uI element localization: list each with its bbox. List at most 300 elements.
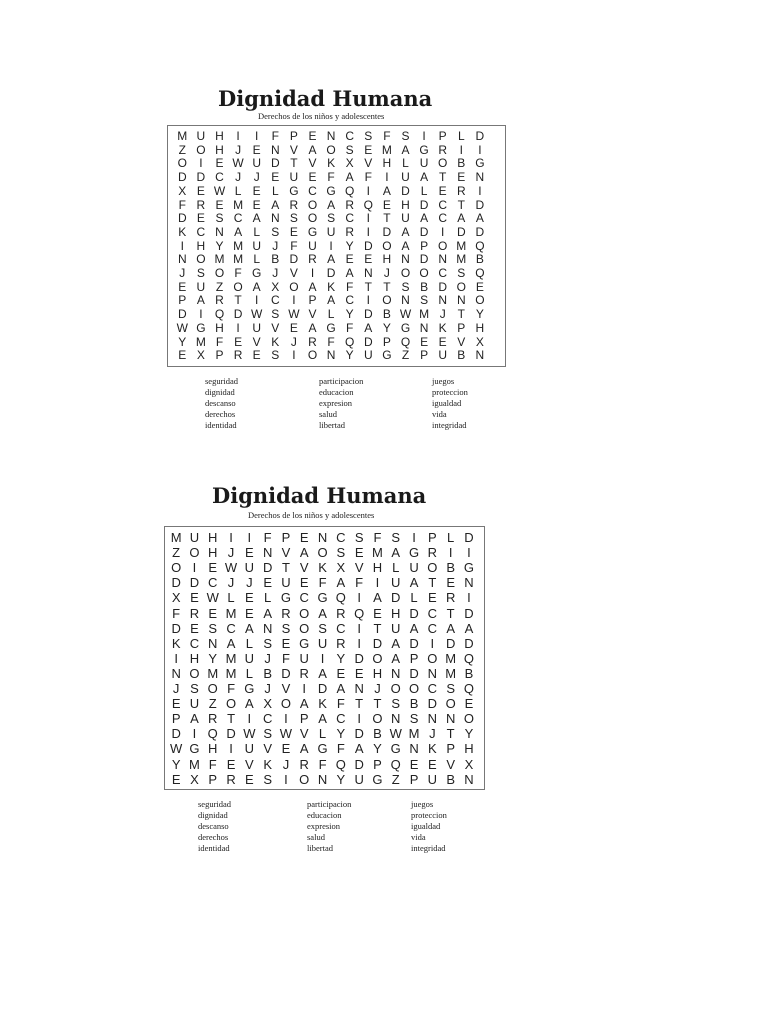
grid-letter: T <box>290 156 298 171</box>
grid-letter: F <box>383 129 391 143</box>
grid-letter: I <box>199 156 203 171</box>
grid-letter: E <box>345 252 354 267</box>
grid-letter: C <box>438 211 448 226</box>
grid-letter: K <box>327 156 336 171</box>
grid-letter: Q <box>214 307 225 322</box>
grid-letter: N <box>208 635 218 651</box>
grid-letter: W <box>243 726 256 742</box>
grid-letter: S <box>289 211 298 226</box>
grid-row <box>173 349 489 363</box>
grid-letter: P <box>420 238 429 253</box>
grid-letter: Y <box>373 741 382 757</box>
grid-letter: L <box>392 560 400 576</box>
grid-letter: I <box>375 575 380 591</box>
grid-letter: T <box>428 575 437 591</box>
grid-letter: X <box>464 756 474 772</box>
word-list-item: igualdad <box>432 398 462 408</box>
grid-row <box>167 757 478 772</box>
grid-letter: H <box>382 156 392 171</box>
grid-letter: J <box>429 726 436 742</box>
grid-letter: H <box>196 238 206 253</box>
grid-row <box>173 185 489 199</box>
grid-letter: E <box>245 605 254 621</box>
grid-letter: B <box>446 560 455 576</box>
grid-letter: A <box>391 635 401 651</box>
grid-letter: S <box>271 307 280 322</box>
grid-letter: Y <box>215 238 224 253</box>
grid-letter: J <box>272 238 279 253</box>
grid-letter: C <box>345 211 355 226</box>
grid-letter: K <box>271 334 280 349</box>
grid-letter: D <box>464 635 474 651</box>
word-list-item: identidad <box>205 420 237 430</box>
grid-letter: J <box>374 681 381 696</box>
grid-letter: N <box>475 348 485 363</box>
grid-letter: E <box>308 170 317 185</box>
grid-letter: R <box>445 590 456 606</box>
grid-letter: I <box>229 741 233 757</box>
grid-letter: K <box>263 756 272 772</box>
grid-letter: N <box>177 252 187 267</box>
grid-letter: F <box>271 129 279 143</box>
grid-letter: E <box>196 211 205 226</box>
grid-letter: D <box>171 726 181 742</box>
grid-letter: X <box>190 771 199 787</box>
grid-letter: R <box>308 252 317 267</box>
grid-letter: I <box>192 726 197 742</box>
grid-letter: Y <box>178 334 187 349</box>
word-list-item: educacion <box>307 810 342 820</box>
grid-letter: L <box>264 590 272 606</box>
grid-letter: S <box>420 293 429 308</box>
grid-letter: U <box>401 211 410 226</box>
grid-letter: A <box>409 575 419 591</box>
grid-letter: P <box>373 756 382 772</box>
grid-letter: M <box>456 238 467 253</box>
grid-letter: S <box>345 142 354 157</box>
grid-letter: R <box>345 224 355 239</box>
grid-letter: E <box>281 741 291 757</box>
grid-letter: J <box>172 681 180 696</box>
grid-letter: F <box>263 530 272 545</box>
grid-letter: E <box>190 620 199 636</box>
grid-letter: E <box>215 197 224 212</box>
grid-letter: V <box>271 320 280 335</box>
grid-letter: I <box>199 307 203 322</box>
grid-row <box>173 240 489 254</box>
grid-letter: P <box>428 530 437 545</box>
grid-letter: D <box>427 696 438 712</box>
grid-letter: A <box>391 545 401 561</box>
grid-row <box>173 212 489 226</box>
grid-letter: L <box>318 726 327 742</box>
grid-letter: R <box>189 605 200 621</box>
grid-letter: S <box>281 620 291 636</box>
grid-letter: U <box>409 560 419 576</box>
grid-row <box>173 171 489 185</box>
grid-letter: N <box>262 545 273 561</box>
grid-letter: Y <box>336 771 346 787</box>
grid-letter: N <box>464 575 474 591</box>
grid-letter: I <box>255 293 259 308</box>
grid-letter: G <box>372 771 383 787</box>
grid-letter: O <box>317 545 328 561</box>
grid-letter: Z <box>215 279 224 294</box>
grid-letter: O <box>189 665 200 681</box>
grid-letter: F <box>327 334 335 349</box>
grid-letter: B <box>382 307 391 322</box>
grid-letter: G <box>196 320 206 335</box>
grid-letter: I <box>467 545 471 561</box>
grid-letter: L <box>245 665 253 681</box>
grid-letter: B <box>457 348 466 363</box>
grid-letter: F <box>318 575 327 591</box>
grid-letter: D <box>354 726 364 742</box>
grid-letter: N <box>409 741 419 757</box>
grid-letter: S <box>391 530 401 545</box>
grid-letter: S <box>446 681 455 696</box>
grid-letter: A <box>373 590 382 606</box>
grid-letter: F <box>178 197 186 212</box>
grid-letter: R <box>308 334 317 349</box>
grid-letter: O <box>177 156 187 171</box>
grid-letter: I <box>422 129 426 143</box>
grid-letter: V <box>308 307 317 322</box>
grid-row <box>167 621 478 636</box>
grid-letter: Y <box>475 307 484 322</box>
grid-row <box>173 253 489 267</box>
grid-letter: F <box>172 605 181 621</box>
grid-letter: L <box>447 530 455 545</box>
grid-letter: R <box>281 605 291 621</box>
grid-letter: I <box>366 183 370 198</box>
grid-letter: C <box>427 681 438 696</box>
grid-letter: A <box>263 605 272 621</box>
grid-letter: O <box>307 348 318 363</box>
grid-letter: F <box>355 575 364 591</box>
grid-letter: A <box>345 266 354 280</box>
grid-letter: S <box>401 129 410 143</box>
grid-letter: S <box>401 279 410 294</box>
grid-letter: Q <box>400 334 411 349</box>
grid-letter: I <box>174 650 178 666</box>
word-list-item: igualdad <box>411 821 441 831</box>
grid-letter: M <box>189 756 200 772</box>
grid-letter: I <box>412 530 416 545</box>
grid-letter: H <box>208 741 218 757</box>
grid-letter: I <box>329 238 333 253</box>
grid-letter: L <box>327 307 335 322</box>
grid-row <box>167 711 478 726</box>
grid-letter: O <box>326 142 336 157</box>
grid-letter: Q <box>345 183 355 198</box>
grid-letter: I <box>366 224 370 239</box>
grid-letter: P <box>178 293 187 308</box>
grid-letter: I <box>292 348 296 363</box>
grid-letter: K <box>318 560 327 576</box>
grid-letter: A <box>318 605 327 621</box>
grid-letter: U <box>391 575 401 591</box>
grid-row <box>173 308 489 322</box>
grid-letter: T <box>234 293 242 308</box>
grid-letter: E <box>245 545 254 561</box>
word-list-item: educacion <box>319 387 354 397</box>
grid-letter: S <box>409 711 419 727</box>
grid-letter: M <box>445 665 457 681</box>
grid-letter: H <box>189 650 200 666</box>
grid-letter: D <box>419 252 429 267</box>
grid-letter: T <box>227 711 236 727</box>
grid-letter: U <box>438 348 448 363</box>
grid-letter: O <box>196 142 206 157</box>
grid-letter: X <box>263 696 272 712</box>
grid-letter: V <box>289 266 298 280</box>
grid-letter: T <box>281 560 290 576</box>
grid-letter: P <box>382 334 391 349</box>
grid-letter: M <box>225 605 237 621</box>
grid-letter: Q <box>335 756 346 772</box>
grid-letter: F <box>327 170 335 185</box>
grid-letter: Q <box>207 726 218 742</box>
word-column <box>307 799 351 854</box>
grid-letter: M <box>408 726 420 742</box>
grid-letter: A <box>190 711 199 727</box>
grid-letter: A <box>457 211 466 226</box>
grid-letter: D <box>262 560 273 576</box>
grid-letter: Y <box>171 756 181 772</box>
grid-letter: U <box>289 170 299 185</box>
grid-letter: I <box>284 771 288 787</box>
grid-letter: D <box>464 530 474 545</box>
grid-letter: A <box>364 320 373 335</box>
grid-letter: J <box>235 142 242 157</box>
word-column <box>411 799 447 854</box>
grid-letter: M <box>207 665 219 681</box>
grid-letter: D <box>177 211 187 226</box>
grid-letter: A <box>336 681 346 696</box>
grid-letter: P <box>409 650 419 666</box>
word-list-item: dignidad <box>205 387 235 397</box>
grid-letter: D <box>363 238 373 253</box>
grid-letter: H <box>372 665 383 681</box>
grid-letter: N <box>317 771 328 787</box>
grid-letter: T <box>373 696 382 712</box>
grid-letter: I <box>180 238 184 253</box>
grid-letter: D <box>475 129 485 143</box>
grid-letter: A <box>446 620 455 636</box>
grid-letter: S <box>364 129 373 143</box>
grid-letter: S <box>318 620 327 636</box>
grid-letter: E <box>289 320 298 335</box>
grid-letter: F <box>346 320 354 335</box>
grid-letter: H <box>475 320 485 335</box>
grid-letter: N <box>438 252 448 267</box>
grid-letter: D <box>475 197 485 212</box>
grid-letter: E <box>263 575 272 591</box>
word-list-item: libertad <box>319 420 345 430</box>
grid-letter: I <box>357 711 361 727</box>
grid-letter: I <box>310 266 315 280</box>
grid-letter: G <box>289 183 299 198</box>
grid-letter: I <box>255 129 259 143</box>
grid-letter: O <box>372 650 383 666</box>
grid-letter: E <box>457 170 466 185</box>
grid-letter: W <box>288 307 300 322</box>
grid-letter: J <box>227 575 235 591</box>
grid-row <box>167 651 478 666</box>
grid-letter: V <box>308 156 317 171</box>
grid-letter: E <box>464 696 474 712</box>
grid-letter: U <box>189 530 200 545</box>
grid-letter: S <box>327 211 336 226</box>
grid-letter: R <box>226 771 236 787</box>
grid-letter: R <box>336 635 346 651</box>
grid-letter: N <box>215 224 224 239</box>
grid-letter: W <box>206 590 219 606</box>
grid-letter: R <box>299 756 309 772</box>
grid-letter: A <box>354 741 364 757</box>
grid-letter: G <box>475 156 485 171</box>
grid-letter: L <box>253 224 261 239</box>
grid-letter: U <box>363 348 373 363</box>
grid-letter: T <box>383 279 391 294</box>
grid-letter: H <box>215 320 224 335</box>
grid-letter: O <box>419 266 429 280</box>
grid-letter: N <box>427 665 438 681</box>
grid-letter: X <box>171 590 181 606</box>
grid-letter: O <box>408 681 420 696</box>
grid-letter: G <box>280 590 291 606</box>
grid-letter: T <box>355 696 364 712</box>
grid-letter: H <box>215 129 224 143</box>
grid-letter: E <box>299 575 309 591</box>
grid-letter: I <box>357 620 361 636</box>
grid-letter: I <box>247 711 252 727</box>
grid-letter: V <box>281 545 291 561</box>
grid-letter: H <box>464 741 474 757</box>
grid-letter: R <box>299 665 309 681</box>
grid-letter: C <box>196 224 206 239</box>
grid-letter: N <box>326 348 336 363</box>
grid-letter: D <box>409 635 419 651</box>
grid-letter: C <box>345 129 355 143</box>
grid-letter: I <box>357 635 361 651</box>
grid-letter: U <box>244 560 255 576</box>
grid-letter: E <box>354 545 364 561</box>
grid-letter: N <box>354 681 364 696</box>
grid-letter: M <box>225 650 237 666</box>
grid-letter: C <box>270 293 280 308</box>
grid-letter: Q <box>345 334 355 349</box>
grid-letter: Y <box>345 238 354 253</box>
grid-letter: D <box>354 650 364 666</box>
grid-letter: O <box>196 252 206 267</box>
grid-letter: X <box>271 279 280 294</box>
word-list-item: vida <box>432 409 447 419</box>
grid-letter: C <box>336 530 346 545</box>
grid-letter: V <box>252 334 261 349</box>
grid-letter: E <box>252 197 261 212</box>
grid-letter: T <box>446 726 455 742</box>
grid-letter: A <box>271 197 280 212</box>
grid-letter: A <box>299 696 309 712</box>
grid-letter: L <box>271 183 279 198</box>
grid-letter: D <box>419 197 429 212</box>
puzzle-subtitle: Derechos de los niños y adolescentes <box>248 510 375 520</box>
grid-letter: B <box>373 726 382 742</box>
grid-letter: G <box>326 320 336 335</box>
grid-letter: V <box>289 142 298 157</box>
grid-letter: D <box>177 170 187 185</box>
grid-letter: I <box>430 635 435 651</box>
grid-letter: A <box>234 224 243 239</box>
grid-letter: D <box>445 635 456 651</box>
grid-letter: A <box>345 170 354 185</box>
grid-letter: A <box>226 635 236 651</box>
grid-letter: G <box>408 545 420 561</box>
grid-letter: J <box>235 170 242 185</box>
grid-letter: P <box>289 129 298 143</box>
grid-letter: S <box>263 771 272 787</box>
grid-letter: I <box>448 545 453 561</box>
grid-letter: Z <box>391 771 400 787</box>
grid-letter: D <box>226 726 236 742</box>
grid-letter: D <box>438 279 448 294</box>
word-list-item: salud <box>307 832 325 842</box>
grid-letter: J <box>264 681 271 696</box>
grid-letter: P <box>409 771 419 787</box>
grid-letter: P <box>308 293 317 308</box>
grid-row <box>167 696 478 711</box>
grid-letter: P <box>446 741 455 757</box>
grid-letter: U <box>317 635 328 651</box>
grid-row <box>173 199 489 213</box>
grid-letter: S <box>391 696 401 712</box>
word-list-item: integridad <box>411 843 446 853</box>
grid-letter: J <box>282 756 290 772</box>
grid-letter: W <box>224 560 238 576</box>
word-list-item: seguridad <box>205 376 239 386</box>
grid-letter: U <box>308 238 317 253</box>
grid-row <box>167 726 478 741</box>
grid-letter: E <box>409 756 419 772</box>
grid-letter: N <box>401 293 410 308</box>
grid-letter: Q <box>475 238 485 253</box>
grid-letter: F <box>215 334 224 349</box>
grid-letter: E <box>354 665 364 681</box>
grid-letter: E <box>252 348 261 363</box>
grid-letter: H <box>372 560 383 576</box>
grid-letter: E <box>245 771 254 787</box>
grid-letter: J <box>227 545 235 561</box>
grid-letter: R <box>215 293 224 308</box>
word-column <box>432 376 468 431</box>
grid-letter: A <box>327 293 336 308</box>
grid-letter: E <box>364 252 373 267</box>
grid-row <box>173 226 489 240</box>
grid-letter: E <box>438 183 447 198</box>
grid-letter: N <box>326 129 336 143</box>
grid-letter: U <box>419 156 429 171</box>
word-list-item: identidad <box>198 843 230 853</box>
grid-letter: O <box>390 681 401 696</box>
grid-letter: A <box>401 142 410 157</box>
grid-letter: F <box>346 279 354 294</box>
grid-letter: R <box>345 197 355 212</box>
grid-letter: A <box>382 183 391 198</box>
grid-row <box>167 741 478 756</box>
grid-letter: H <box>215 142 224 157</box>
